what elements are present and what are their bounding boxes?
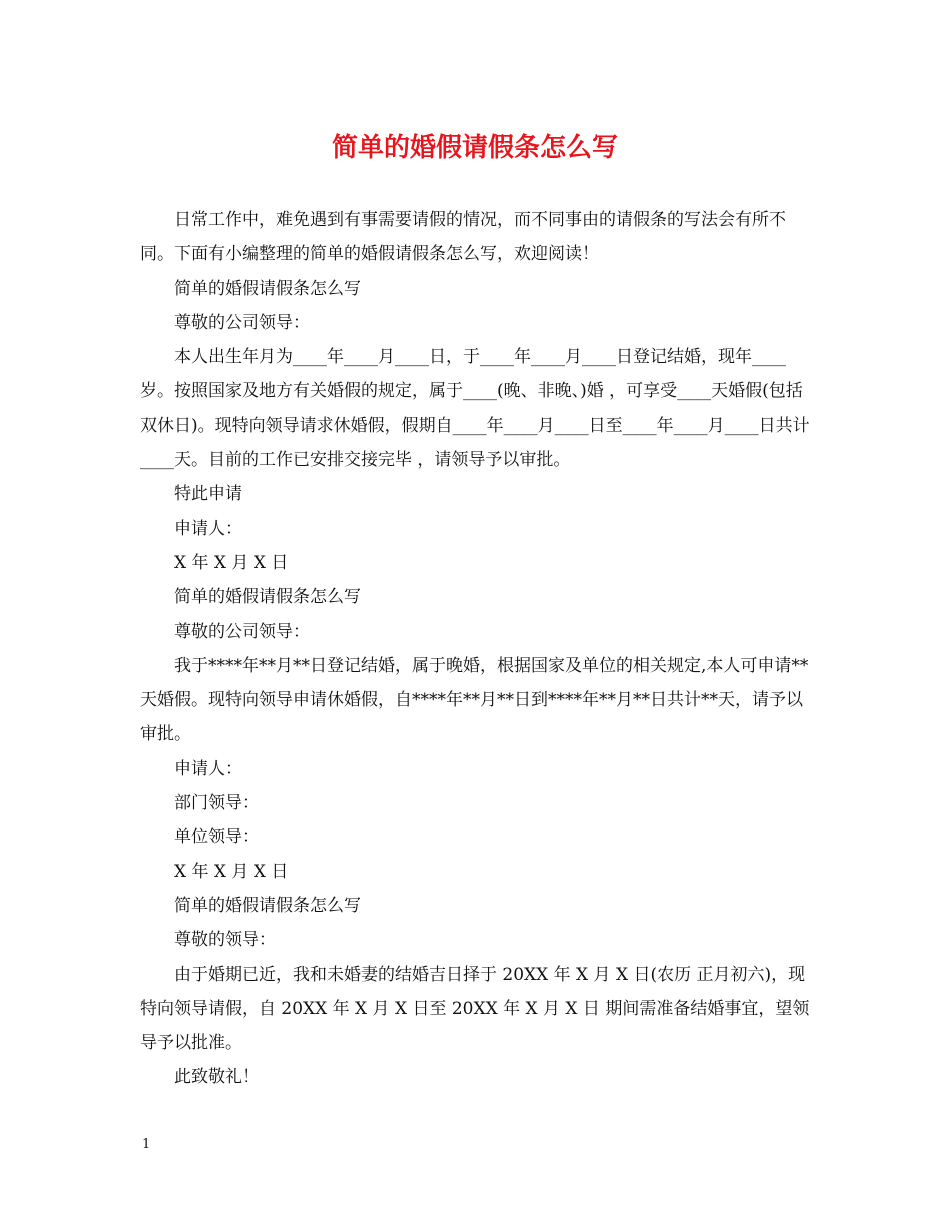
closing-1: 特此申请 [174,484,242,505]
body-paragraph-2: 我于****年**月**日登记结婚，属于晚婚，根据国家及单位的相关规定,本人可申请**天婚假。现特向领导申请休婚假，自****年**月**日到****年**月**日共计**天，请予以审批。 [140,655,809,745]
applicant-line-1: 申请人： [174,518,242,539]
closing-3: 此致敬礼！ [174,1067,259,1088]
section-heading-1: 简单的婚假请假条怎么写 [174,278,361,299]
section-heading-2: 简单的婚假请假条怎么写 [174,587,361,608]
document-body [140,203,818,1095]
date-line-1: X 年 X 月 X 日 [174,552,289,573]
date-line-2: X 年 X 月 X 日 [174,861,289,882]
section-heading-3: 简单的婚假请假条怎么写 [174,895,361,916]
intro-paragraph: 日常工作中，难免遇到有事需要请假的情况，而不同事由的请假条的写法会有所不同。下面有小编整理的简单的婚假请假条怎么写，欢迎阅读！ [140,210,786,265]
salutation-1: 尊敬的公司领导： [174,312,310,333]
document-title: 简单的婚假请假条怎么写 [331,133,618,163]
body-paragraph-3: 由于婚期已近，我和未婚妻的结婚吉日择于 20XX 年 X 月 X 日(农历 正月初六)，现特向领导请假，自 20XX 年 X 月 X 日至 20XX 年 X 月 X 日 期间需准备结婚事宜，望领导予以批准。 [140,964,810,1054]
salutation-3: 尊敬的领导： [174,930,276,951]
body-paragraph-1: 本人出生年月为____年____月____日，于____年____月____日登记结婚，现年____岁。按照国家及地方有关婚假的规定，属于____(晚、非晚、)婚 ，可享受____天婚假(包括双休日)。现特向领导请求休婚假，假期自____年____月____日至____年____月____日共计____天。目前的工作已安排交接完毕 ，请领导予以审批。 [140,347,810,471]
department-leader-line: 部门领导： [174,793,259,814]
salutation-2: 尊敬的公司领导： [174,621,310,642]
unit-leader-line: 单位领导： [174,827,259,848]
applicant-line-2: 申请人： [174,758,242,779]
page-number: 1 [142,1137,151,1152]
